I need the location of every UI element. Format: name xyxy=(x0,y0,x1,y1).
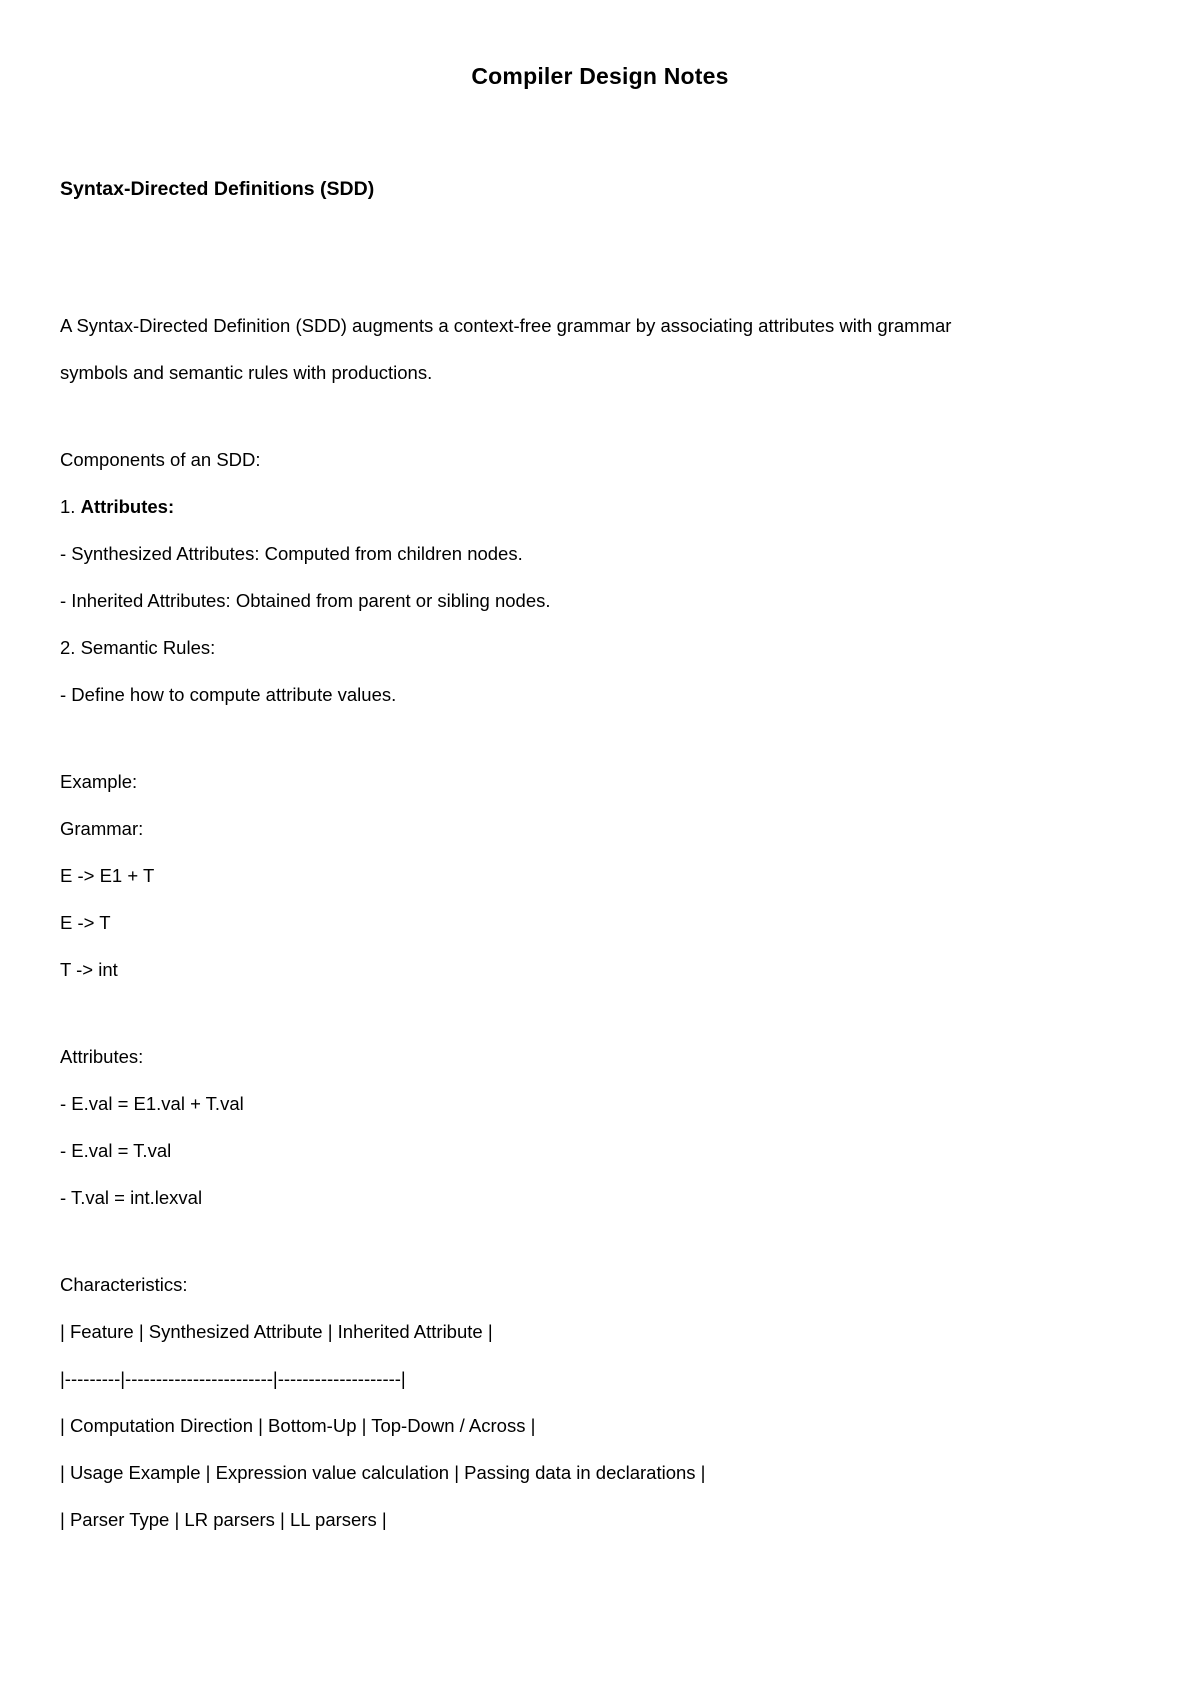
list-item-attributes xyxy=(60,483,1145,530)
table-row-parser-type: | Parser Type | LR parsers | LL parsers | xyxy=(60,1509,387,1530)
grammar-production-2: E -> T xyxy=(60,912,111,933)
attributes-heading: Attributes: xyxy=(60,1046,144,1067)
table-row-usage-example: | Usage Example | Expression value calculation | Passing data in declarations | xyxy=(60,1462,706,1483)
grammar-production-3: T -> int xyxy=(60,959,118,980)
components-heading: Components of an SDD: xyxy=(60,449,261,470)
list-item-number: 1. xyxy=(60,496,81,517)
example-heading: Example: xyxy=(60,771,138,792)
section-heading-sdd: Syntax-Directed Definitions (SDD) xyxy=(60,178,375,200)
bullet-define-rules: - Define how to compute attribute values. xyxy=(60,684,397,705)
table-row-separator: |---------|------------------------|--------------------| xyxy=(60,1368,406,1389)
list-item-semantic-rules: 2. Semantic Rules: xyxy=(60,637,216,658)
document-body xyxy=(60,302,1145,1543)
grammar-heading: Grammar: xyxy=(60,818,144,839)
attribute-rule-3: - T.val = int.lexval xyxy=(60,1187,203,1208)
table-row-computation-direction: | Computation Direction | Bottom-Up | Top-Down / Across | xyxy=(60,1415,536,1436)
document-title: Compiler Design Notes xyxy=(471,63,729,89)
characteristics-heading: Characteristics: xyxy=(60,1274,188,1295)
bullet-inherited-attributes: - Inherited Attributes: Obtained from parent or sibling nodes. xyxy=(60,590,551,611)
table-row-header: | Feature | Synthesized Attribute | Inherited Attribute | xyxy=(60,1321,493,1342)
attribute-rule-2: - E.val = T.val xyxy=(60,1140,172,1161)
intro-paragraph-line-1: A Syntax-Directed Definition (SDD) augments a context-free grammar by associating attributes with grammar xyxy=(60,315,952,336)
bullet-synthesized-attributes: - Synthesized Attributes: Computed from children nodes. xyxy=(60,543,523,564)
intro-paragraph-line-2: symbols and semantic rules with productions. xyxy=(60,362,433,383)
attribute-rule-1: - E.val = E1.val + T.val xyxy=(60,1093,244,1114)
grammar-production-1: E -> E1 + T xyxy=(60,865,155,886)
list-item-attributes-label: Attributes: xyxy=(80,496,175,517)
